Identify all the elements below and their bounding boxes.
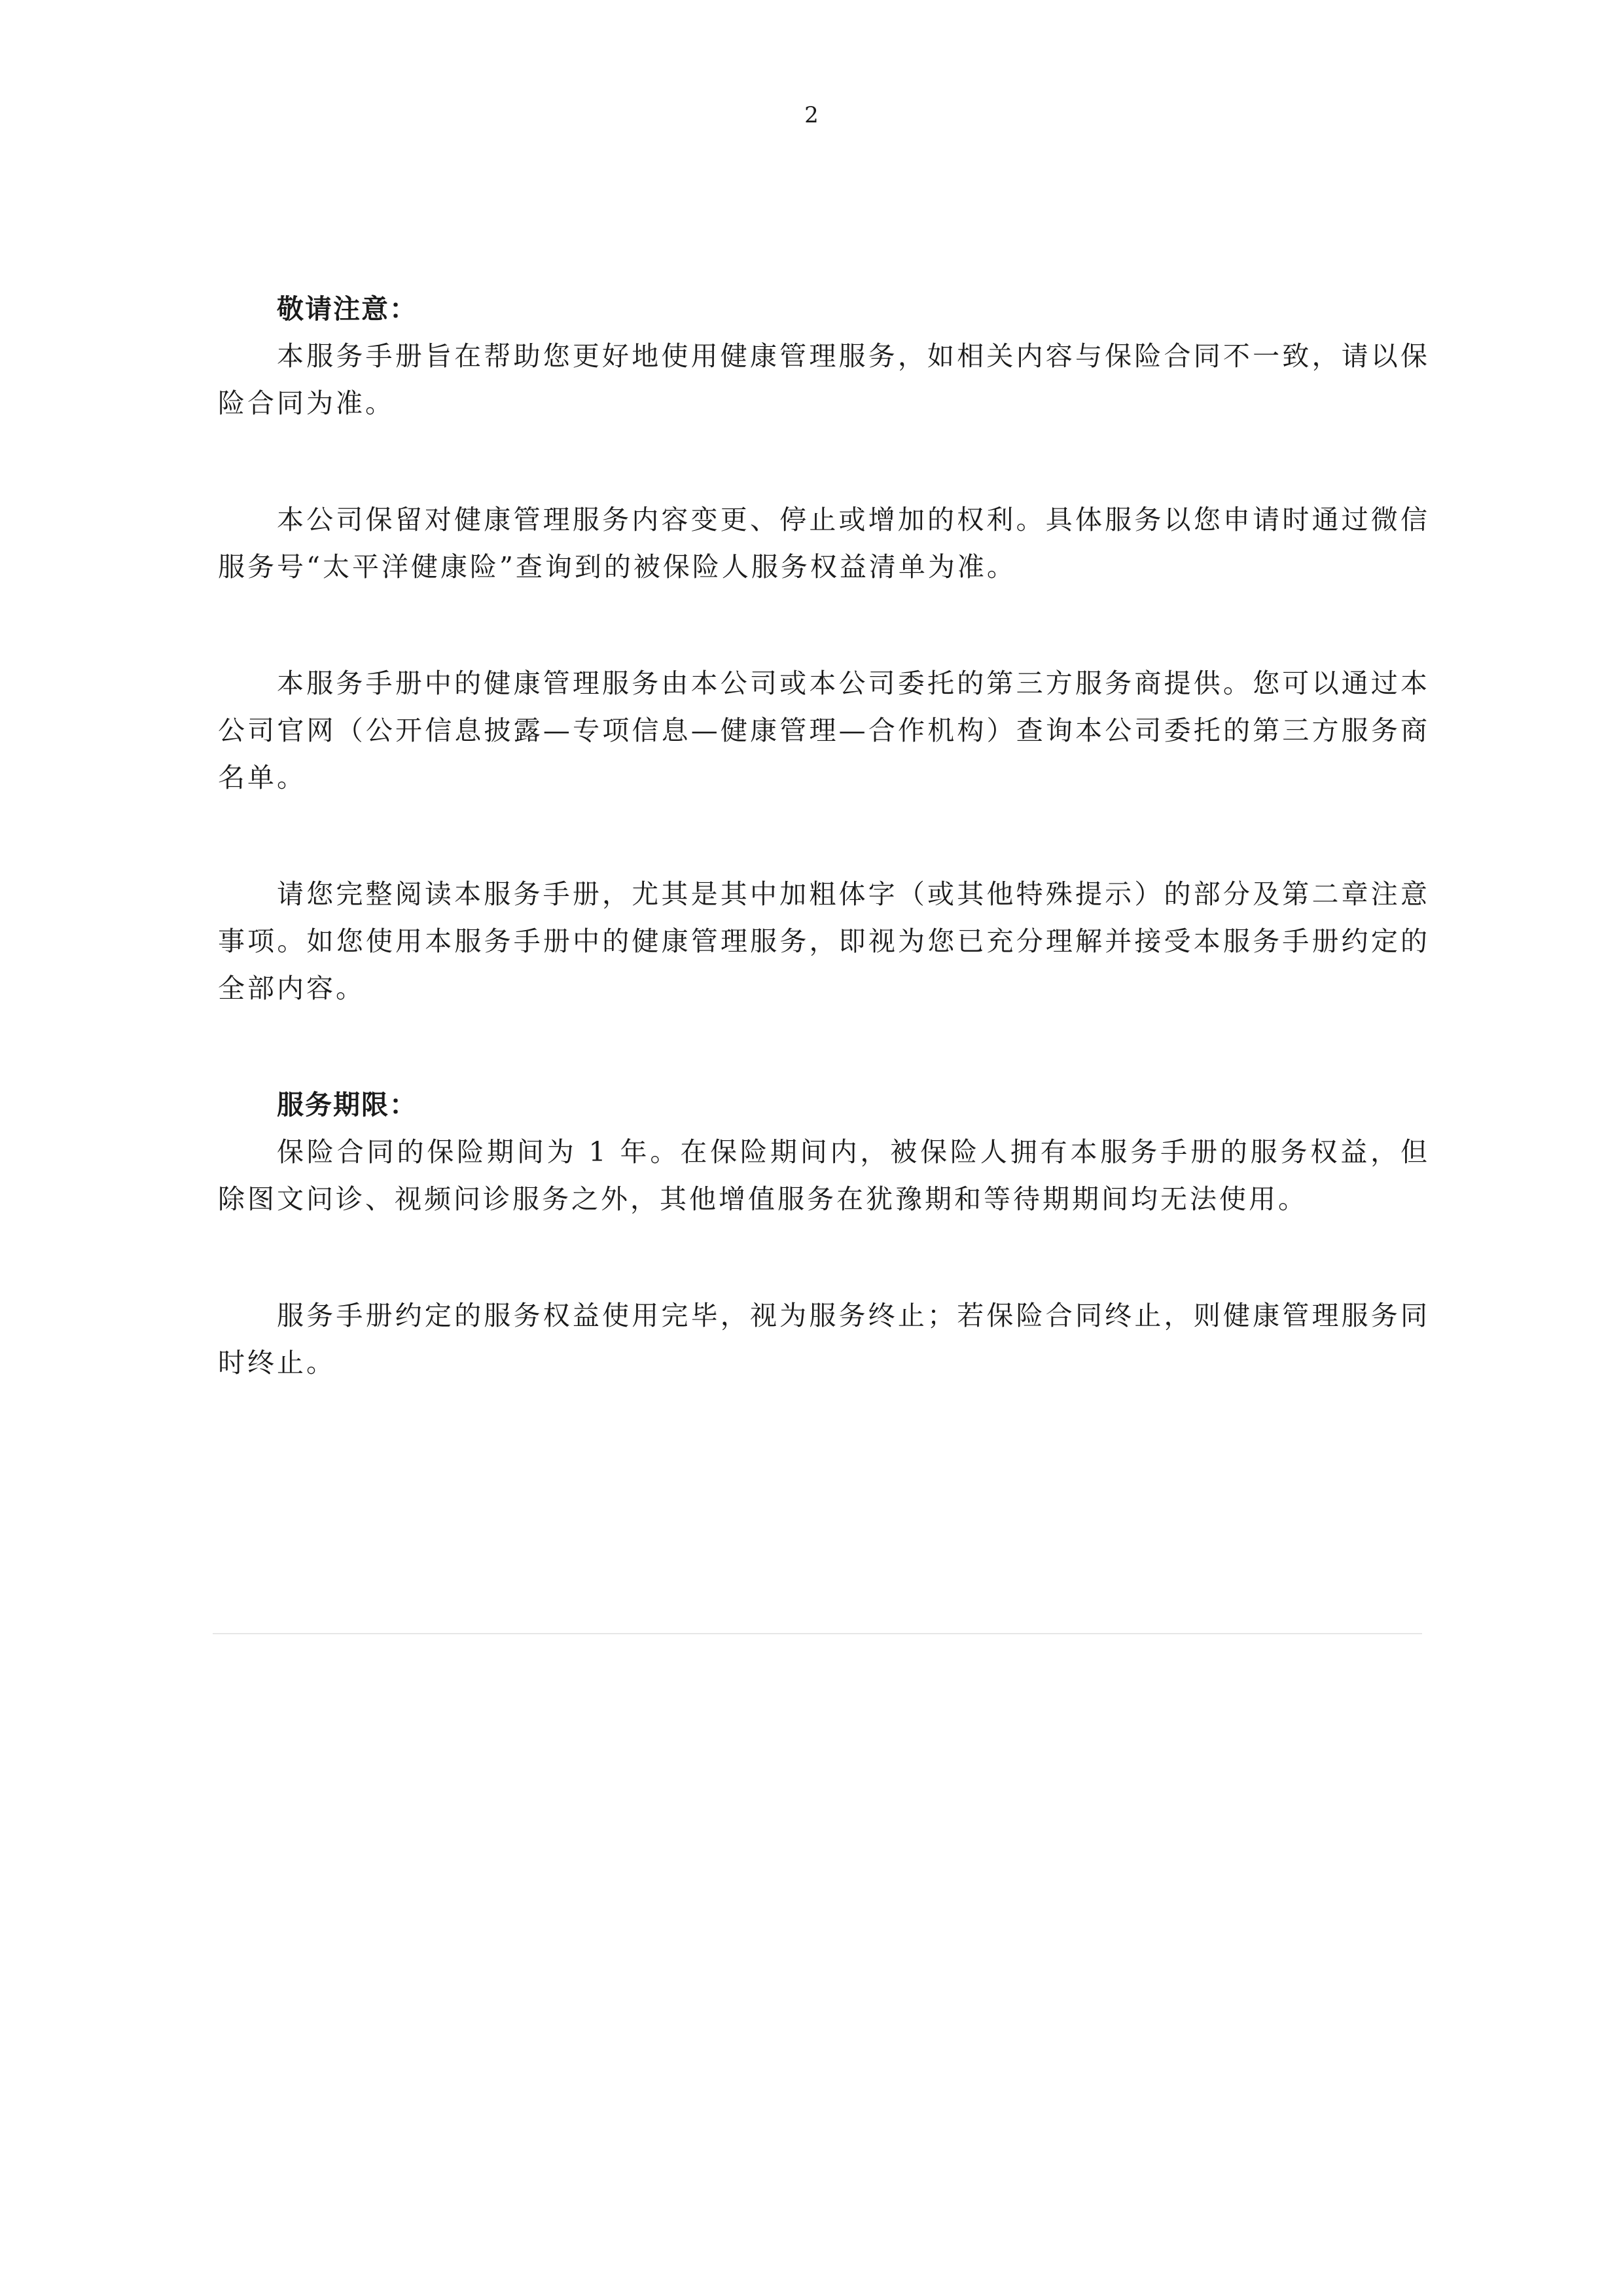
page-divider [213,1633,1422,1634]
document-body [218,285,1430,1386]
notice-paragraph-3: 本服务手册中的健康管理服务由本公司或本公司委托的第三方服务商提供。您可以通过本公司官网（公开信息披露—专项信息—健康管理—合作机构）查询本公司委托的第三方服务商名单。 [218,668,1430,793]
notice-paragraph-1: 本服务手册旨在帮助您更好地使用健康管理服务，如相关内容与保险合同不一致，请以保险合同为准。 [218,340,1430,419]
service-period-heading: 服务期限： [277,1089,418,1121]
notice-paragraph-4: 请您完整阅读本服务手册，尤其是其中加粗体字（或其他特殊提示）的部分及第二章注意事项。如您使用本服务手册中的健康管理服务，即视为您已充分理解并接受本服务手册约定的全部内容。 [218,878,1430,1004]
notice-heading: 敬请注意： [277,293,418,325]
notice-paragraph-2: 本公司保留对健康管理服务内容变更、停止或增加的权利。具体服务以您申请时通过微信服务号“太平洋健康险”查询到的被保险人服务权益清单为准。 [218,504,1430,583]
service-period-paragraph-2: 服务手册约定的服务权益使用完毕，视为服务终止；若保险合同终止，则健康管理服务同时终止。 [218,1300,1430,1378]
service-period-paragraph-1: 保险合同的保险期间为 1 年。在保险期间内，被保险人拥有本服务手册的服务权益，但除图文问诊、视频问诊服务之外，其他增值服务在犹豫期和等待期期间均无法使用。 [218,1136,1430,1215]
page-number: 2 [804,102,819,128]
